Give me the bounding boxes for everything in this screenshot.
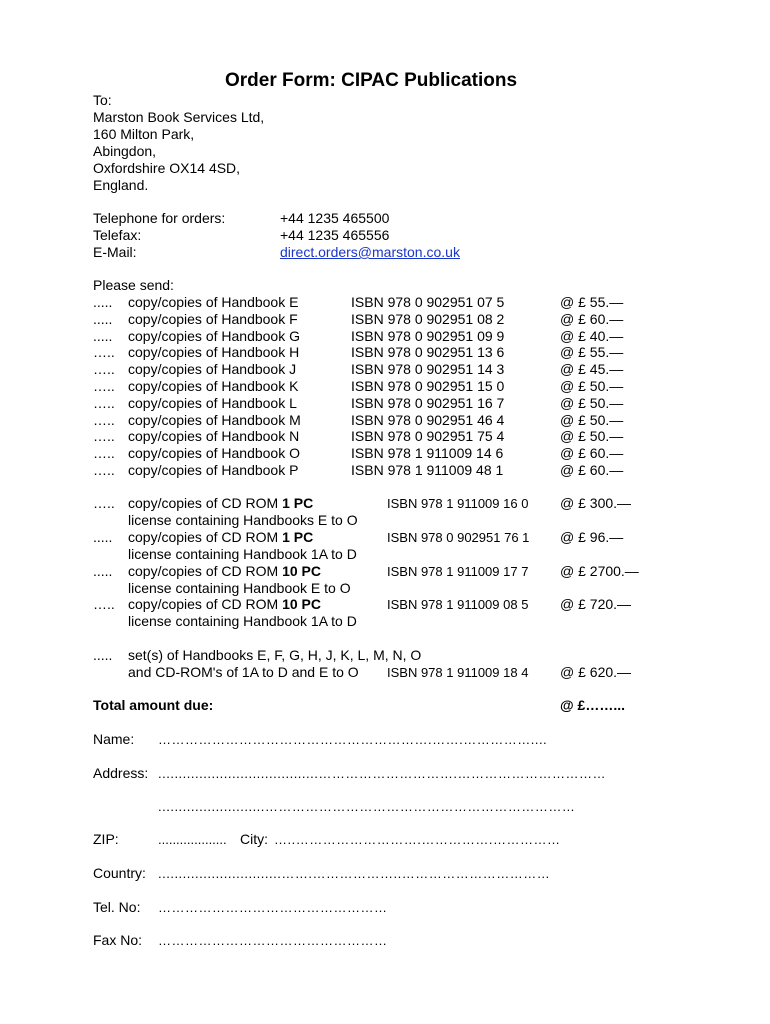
handbook-quantity-dots[interactable]: ….. [93,394,115,411]
handbook-description: copy/copies of Handbook O [128,445,300,462]
name-field[interactable]: …………………………………………………….…….…………….... [158,732,548,747]
telefax-label: Telefax: [93,227,142,243]
cdrom-license-count: 1 PC [282,528,314,545]
set-isbn: ISBN 978 1 911009 18 4 [387,665,529,680]
country-label: Country: [93,865,146,881]
cdrom-description-line2: license containing Handbooks E to O [128,512,358,528]
cdrom-description-text: copy/copies of CD ROM [128,528,283,545]
cdrom-price: @ £ 2700.— [560,562,639,579]
cdrom-description [128,495,313,512]
fax-field[interactable]: …………………………………………… [158,933,388,948]
cdrom-price: @ £ 96.— [560,528,624,545]
zip-field[interactable]: ................... [158,832,227,847]
handbook-price: @ £ 50.— [560,428,624,445]
handbook-quantity-dots[interactable]: ….. [93,411,115,428]
handbook-price: @ £ 60.— [560,310,624,327]
city-label: City: [240,831,268,847]
handbook-quantity-dots[interactable]: ….. [93,428,115,445]
cdrom-isbn: ISBN 978 0 902951 76 1 [387,529,530,545]
handbook-price: @ £ 60.— [560,445,624,462]
handbook-quantity-dots[interactable]: ..... [93,294,113,310]
total-value: @ £……... [560,697,625,713]
telefax-value: +44 1235 465556 [280,227,390,243]
to-label: To: [93,92,112,108]
address-line: Abingdon, [93,143,157,159]
handbook-isbn: ISBN 978 0 902951 14 3 [351,361,505,378]
please-send-label: Please send: [93,277,174,293]
address-field[interactable]: .......................................………………………….…………………………… [158,766,606,781]
total-label: Total amount due: [93,697,214,713]
handbook-description: copy/copies of Handbook K [128,378,299,394]
handbook-description: copy/copies of Handbook L [128,394,297,411]
handbook-isbn: ISBN 978 0 902951 08 2 [351,310,505,327]
handbook-isbn: ISBN 978 1 911009 14 6 [351,445,504,462]
handbook-price: @ £ 55.— [560,344,624,361]
cdrom-quantity-dots[interactable]: ..... [93,562,113,579]
telephone-label: Telephone for orders: [93,210,226,226]
cdrom-description-text: copy/copies of CD ROM [128,562,283,579]
handbook-description: copy/copies of Handbook N [128,428,300,445]
address-label: Address: [93,765,149,781]
handbook-isbn: ISBN 978 0 902951 09 9 [351,327,505,344]
cdrom-quantity-dots[interactable]: ..... [93,528,113,545]
handbook-price: @ £ 60.— [560,462,624,478]
handbook-quantity-dots[interactable]: ..... [93,327,113,344]
cdrom-price: @ £ 720.— [560,596,632,613]
cdrom-isbn: ISBN 978 1 911009 16 0 [387,496,529,511]
address-line: Oxfordshire OX14 4SD, [93,160,241,176]
handbook-description: copy/copies of Handbook H [128,344,300,361]
handbook-isbn: ISBN 978 0 902951 07 5 [351,294,505,310]
cdrom-price: @ £ 300.— [560,495,632,511]
handbook-isbn: ISBN 978 0 902951 46 4 [351,411,505,428]
city-field[interactable]: …..……………………….…………….…………… [274,832,561,847]
handbook-description: copy/copies of Handbook P [128,462,299,478]
cdrom-isbn: ISBN 978 1 911009 08 5 [387,597,529,613]
handbook-price: @ £ 45.— [560,361,624,378]
set-dots: ..... [93,647,113,663]
handbook-quantity-dots[interactable]: ….. [93,344,115,361]
handbook-price: @ £ 40.— [560,327,624,344]
page-title: Order Form: CIPAC Publications [225,70,518,91]
set-price: @ £ 620.— [560,664,632,680]
handbook-description: copy/copies of Handbook E [128,294,299,310]
cdrom-description-line2: license containing Handbook E to O [128,579,351,596]
cdrom-description-line2: license containing Handbook 1A to D [128,545,357,562]
handbook-quantity-dots[interactable]: ….. [93,462,115,478]
cdrom-license-count: 1 PC [282,495,314,511]
email-link[interactable]: direct.orders@marston.co.uk [280,244,460,260]
name-label: Name: [93,731,135,747]
handbook-quantity-dots[interactable]: ….. [93,361,115,378]
set-description: set(s) of Handbooks E, F, G, H, J, K, L, M, N, O [128,647,422,663]
address-field-line2[interactable]: ..........................…………………………………………………………… [158,799,576,814]
handbook-isbn: ISBN 978 1 911009 48 1 [351,462,504,478]
handbook-description: copy/copies of Handbook F [128,310,298,327]
cdrom-license-count: 10 PC [282,562,321,579]
handbook-isbn: ISBN 978 0 902951 16 7 [351,394,505,411]
set-description-line2: and CD-ROM's of 1A to D and E to O [128,664,359,680]
email-label: E-Mail: [93,244,137,260]
handbook-quantity-dots[interactable]: ….. [93,445,115,462]
handbook-price: @ £ 50.— [560,378,624,394]
handbook-quantity-dots[interactable]: ….. [93,378,115,394]
handbook-description: copy/copies of Handbook J [128,361,297,378]
country-field[interactable]: ..............................…….………………..…………………………… [158,866,551,881]
address-line: England. [93,177,149,193]
cdrom-description [128,529,313,546]
handbook-isbn: ISBN 978 0 902951 13 6 [351,344,505,361]
telephone-value: +44 1235 465500 [280,210,390,226]
handbook-description: copy/copies of Handbook M [128,411,301,428]
address-line: Marston Book Services Ltd, [93,109,265,125]
tel-label: Tel. No: [93,899,141,915]
handbook-price: @ £ 50.— [560,411,624,428]
handbook-isbn: ISBN 978 0 902951 15 0 [351,378,505,394]
cdrom-description-text: copy/copies of CD ROM [128,596,283,613]
cdrom-quantity-dots[interactable]: ….. [93,495,115,511]
tel-field[interactable]: …………………………………………… [158,900,388,915]
cdrom-description-text: copy/copies of CD ROM [128,495,283,511]
fax-label: Fax No: [93,932,143,948]
cdrom-description-line2: license containing Handbook 1A to D [128,613,357,630]
handbook-price: @ £ 55.— [560,294,624,310]
cdrom-description [128,563,321,580]
address-line: 160 Milton Park, [93,126,195,142]
handbook-price: @ £ 50.— [560,394,624,411]
handbook-quantity-dots[interactable]: ..... [93,310,113,327]
zip-label: ZIP: [93,831,119,847]
cdrom-description [128,596,321,613]
cdrom-license-count: 10 PC [282,596,321,613]
cdrom-isbn: ISBN 978 1 911009 17 7 [387,563,529,579]
handbook-isbn: ISBN 978 0 902951 75 4 [351,428,505,445]
handbook-description: copy/copies of Handbook G [128,327,300,344]
cdrom-quantity-dots[interactable]: ….. [93,596,115,613]
